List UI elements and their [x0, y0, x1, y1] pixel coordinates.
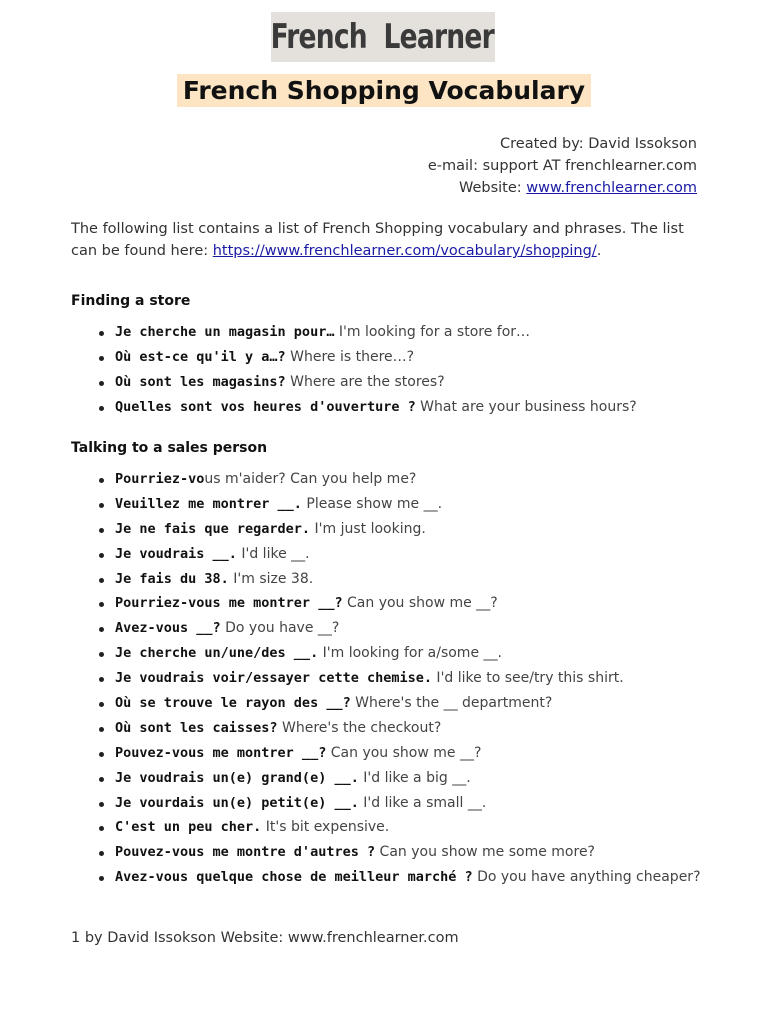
english-translation: I'm looking for a/some __. — [318, 645, 502, 662]
intro-paragraph — [71, 218, 701, 262]
section-title-sales-person: Talking to a sales person — [71, 440, 268, 456]
list-item — [71, 467, 701, 492]
english-translation: I'm size 38. — [228, 570, 314, 587]
french-phrase: Je voudrais voir/essayer cette chemise. — [115, 670, 432, 687]
french-phrase: Je voudrais un(e) grand(e) __. — [115, 769, 359, 786]
list-item — [71, 641, 701, 666]
list-item — [71, 741, 701, 766]
french-phrase: Veuillez me montrer __. — [115, 495, 302, 512]
english-translation: I'd like a big __. — [358, 769, 471, 786]
vocabulary-link[interactable]: https://www.frenchlearner.com/vocabulary/shopping/ — [212, 243, 597, 259]
english-translation: Do you have anything cheaper? — [472, 869, 701, 886]
email-line: e-mail: support AT frenchlearner.com — [427, 158, 697, 174]
french-phrase: Je cherche un/une/des __. — [115, 645, 319, 662]
english-translation: Where are the stores? — [285, 373, 445, 390]
footer: 1 by David Issokson Website: www.frenchlearner.com — [71, 930, 459, 946]
english-translation: I'm looking for a store for… — [334, 324, 531, 340]
english-translation: Can you show me some more? — [375, 844, 595, 861]
english-translation: I'd like a small __. — [358, 794, 487, 811]
french-phrase: Où sont les magasins? — [115, 373, 286, 390]
list-item — [71, 517, 701, 542]
intro-text: The following list contains a list of French Shopping vocabulary and phrases. The list can be found here: — [71, 221, 684, 259]
list-item — [71, 791, 701, 816]
french-phrase: Avez-vous quelque chose de meilleur marché ? — [115, 869, 473, 886]
vocab-list-finding-store — [71, 320, 637, 420]
list-item — [71, 865, 701, 890]
english-translation: Do you have __? — [220, 620, 340, 637]
english-translation: Please show me __. — [301, 495, 443, 512]
list-item — [71, 616, 701, 641]
section-title-finding-store: Finding a store — [71, 293, 191, 309]
website-line — [428, 177, 697, 199]
list-item — [71, 345, 637, 370]
vocab-list-sales-person — [71, 467, 701, 890]
list-item — [71, 666, 701, 691]
website-label: Website: — [458, 180, 527, 196]
english-translation: Where is there…? — [285, 348, 415, 365]
french-phrase: Je voudrais __. — [115, 545, 237, 562]
french-phrase: C'est un peu cher. — [115, 819, 262, 836]
list-item — [71, 840, 701, 865]
website-link[interactable]: www.frenchlearner.com — [526, 180, 697, 196]
english-translation: It's bit expensive. — [261, 819, 390, 836]
logo-word-learner: Learner — [383, 17, 494, 57]
intro-after: . — [596, 243, 602, 259]
french-phrase: Pouvez-vous me montre d'autres ? — [115, 844, 376, 861]
list-item — [71, 691, 701, 716]
page-title: French Shopping Vocabulary — [177, 74, 591, 107]
french-phrase: Pouvez-vous me montrer __? — [115, 744, 327, 761]
list-item — [71, 370, 637, 395]
english-translation: I'd like to see/try this shirt. — [431, 670, 624, 687]
english-translation: I'm just looking. — [310, 520, 426, 537]
french-phrase: Quelles sont vos heures d'ouverture ? — [115, 398, 416, 415]
english-translation: us m'aider? Can you help me? — [204, 471, 417, 487]
french-phrase: Je ne fais que regarder. — [115, 520, 311, 537]
french-phrase: Où se trouve le rayon des __? — [115, 695, 351, 712]
list-item — [71, 591, 701, 616]
frenchlearner-logo — [271, 12, 495, 62]
english-translation: Can you show me __? — [342, 595, 498, 612]
french-phrase: Je cherche un magasin pour… — [115, 324, 335, 340]
english-translation: Can you show me __? — [326, 744, 482, 761]
list-item — [71, 815, 701, 840]
english-translation: I'd like __. — [236, 545, 310, 562]
list-item — [71, 766, 701, 791]
author-info — [428, 133, 697, 199]
list-item — [71, 395, 637, 420]
logo-word-french: French — [270, 17, 367, 57]
list-item — [71, 716, 701, 741]
english-translation: Where's the __ department? — [350, 695, 553, 712]
created-by: Created by: David Issokson — [500, 136, 697, 152]
list-item — [71, 567, 701, 592]
french-phrase: Où sont les caisses? — [115, 719, 278, 736]
french-phrase: Je fais du 38. — [115, 570, 229, 587]
french-phrase: Je vourdais un(e) petit(e) __. — [115, 794, 359, 811]
english-translation: What are your business hours? — [415, 398, 637, 415]
english-translation: Where's the checkout? — [277, 719, 442, 736]
list-item — [71, 492, 701, 517]
french-phrase: Avez-vous __? — [115, 620, 221, 637]
french-phrase: Pourriez-vous me montrer __? — [115, 595, 343, 612]
french-phrase: Pourriez-vo — [115, 471, 205, 487]
french-phrase: Où est-ce qu'il y a…? — [115, 348, 286, 365]
title-wrap — [0, 74, 768, 107]
list-item — [71, 542, 701, 567]
list-item — [71, 320, 637, 345]
